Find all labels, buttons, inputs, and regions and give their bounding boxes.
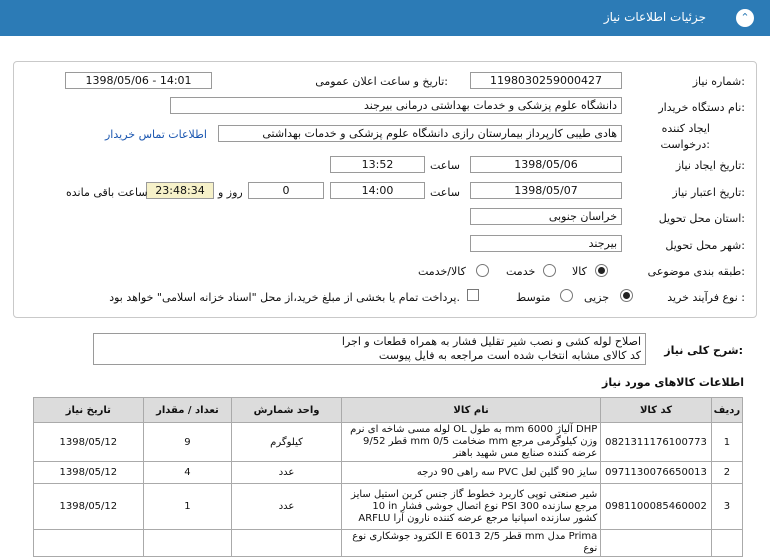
- row-need-date: 1398/05/12: [34, 462, 144, 484]
- row-unit: کیلوگرم: [232, 423, 342, 462]
- process-minor-radio[interactable]: [620, 289, 633, 302]
- row-need-date: 1398/05/12: [34, 484, 144, 530]
- need-number-label: شماره نیاز:: [692, 75, 745, 88]
- page-title: جزئیات اطلاعات نیاز: [603, 10, 706, 24]
- validity-date-field: 1398/05/07: [470, 182, 622, 199]
- category-service-label: خدمت: [506, 265, 536, 278]
- buyer-contact-link[interactable]: اطلاعات تماس خریدار: [105, 128, 207, 141]
- col-unit: واحد شمارش: [232, 398, 342, 423]
- announce-label: تاریخ و ساعت اعلان عمومی:: [315, 75, 448, 88]
- announce-field: 1398/05/06 - 14:01: [65, 72, 212, 89]
- table-row: [34, 484, 743, 530]
- goods-table: [33, 397, 743, 557]
- row-need-date: [34, 530, 144, 557]
- city-label: شهر محل تحویل:: [665, 239, 745, 252]
- row-item-code: [601, 530, 712, 557]
- row-number: [711, 530, 742, 557]
- category-goods-label: کالا: [572, 265, 587, 278]
- table-row: [34, 423, 743, 462]
- header-bar: [0, 0, 770, 36]
- created-date-field: 1398/05/06: [470, 156, 622, 173]
- created-time-field: 13:52: [330, 156, 425, 173]
- province-label: استان محل تحویل:: [658, 212, 745, 225]
- category-goods-radio[interactable]: [595, 264, 608, 277]
- description-label: شرح کلی نیاز:: [664, 344, 743, 357]
- treasury-payment-checkbox[interactable]: [467, 289, 479, 301]
- validity-label: تاریخ اعتبار نیاز:: [672, 186, 745, 199]
- remaining-label: ساعت باقی مانده: [66, 186, 148, 199]
- category-goods-service-label: کالا/خدمت: [418, 265, 466, 278]
- category-label: طبقه بندی موضوعی:: [647, 265, 745, 278]
- chevron-up-icon[interactable]: ⌃: [736, 9, 754, 27]
- row-item-code: 0971130076650013: [601, 462, 712, 484]
- requester-label-1: ایجاد کننده: [661, 122, 710, 135]
- row-item-name: سه راهی 90 درجه PVC سایز 90 گلین لعل: [341, 462, 600, 484]
- row-item-name: الکترود جوشکاری نوع E 6013 قطر 2/5 mm مدل Prima نوع: [341, 530, 600, 557]
- need-number-field: 1198030259000427: [470, 72, 622, 89]
- row-quantity: 9: [143, 423, 232, 462]
- row-number: 2: [711, 462, 742, 484]
- row-number: 3: [711, 484, 742, 530]
- process-label: نوع فرآیند خرید :: [667, 291, 745, 304]
- row-unit: عدد: [232, 462, 342, 484]
- created-label: تاریخ ایجاد نیاز:: [675, 159, 745, 172]
- process-medium-label: متوسط: [516, 291, 551, 304]
- days-field: 0: [248, 182, 324, 199]
- process-medium-radio[interactable]: [560, 289, 573, 302]
- col-row-number: ردیف: [711, 398, 742, 423]
- requester-label-2: درخواست:: [660, 138, 710, 151]
- row-unit: [232, 530, 342, 557]
- row-item-name: لوله مسی شاخه ای نرم OL به طول mm 6000 آلیاژ DHP قطر 9/52 mm ضخامت 0/5 mm وزن کیلوگرمی مرجع عرضه کننده صنایع مس شهید باهنر: [341, 423, 600, 462]
- description-field: [93, 333, 646, 365]
- row-need-date: 1398/05/12: [34, 423, 144, 462]
- buyer-field: دانشگاه علوم پزشکی و خدمات بهداشتی درمانی بیرجند: [170, 97, 622, 114]
- requester-field: هادی طیبی کارپرداز بیمارستان رازی دانشگاه علوم پزشکی و خدمات بهداشتی: [218, 125, 622, 142]
- goods-table-header: [34, 398, 743, 423]
- buyer-label: نام دستگاه خریدار:: [658, 101, 745, 114]
- created-time-label: ساعت: [430, 159, 460, 172]
- city-field: بیرجند: [470, 235, 622, 252]
- description-line-1: اصلاح لوله کشی و نصب شیر تقلیل فشار به همراه قطعات و اجرا: [341, 335, 641, 348]
- description-line-2: کد کالای مشابه انتخاب شده است مراجعه به فایل پیوست: [378, 349, 641, 362]
- row-unit: عدد: [232, 484, 342, 530]
- validity-time-label: ساعت: [430, 186, 460, 199]
- goods-section-title: اطلاعات کالاهای مورد نیاز: [602, 376, 744, 389]
- table-row: [34, 530, 743, 557]
- treasury-payment-note: پرداخت تمام یا بخشی از مبلغ خرید،از محل "اسناد خزانه اسلامی" خواهد بود.: [109, 291, 460, 304]
- row-quantity: 1: [143, 484, 232, 530]
- row-item-code: 0821311176100773: [601, 423, 712, 462]
- col-item-name: نام کالا: [341, 398, 600, 423]
- table-row: [34, 462, 743, 484]
- category-goods-service-radio[interactable]: [476, 264, 489, 277]
- province-field: خراسان جنوبی: [470, 208, 622, 225]
- col-quantity: تعداد / مقدار: [143, 398, 232, 423]
- row-item-name: شیر صنعتی توپی کاربرد خطوط گاز جنس کربن استیل سایز 10 in نوع اتصال جوشی فشار PSI 300 مرجع سازنده ARFLU کشور سازنده اسپانیا مرجع عرضه کننده نارون آرا: [341, 484, 600, 530]
- row-quantity: 4: [143, 462, 232, 484]
- process-minor-label: جزیی: [584, 291, 610, 304]
- remaining-time-field: 23:48:34: [146, 182, 214, 199]
- days-label: روز و: [218, 186, 243, 199]
- row-number: 1: [711, 423, 742, 462]
- col-item-code: کد کالا: [601, 398, 712, 423]
- row-quantity: [143, 530, 232, 557]
- row-item-code: 0981100085460002: [601, 484, 712, 530]
- category-service-radio[interactable]: [543, 264, 556, 277]
- col-need-date: تاریخ نیاز: [34, 398, 144, 423]
- validity-time-field: 14:00: [330, 182, 425, 199]
